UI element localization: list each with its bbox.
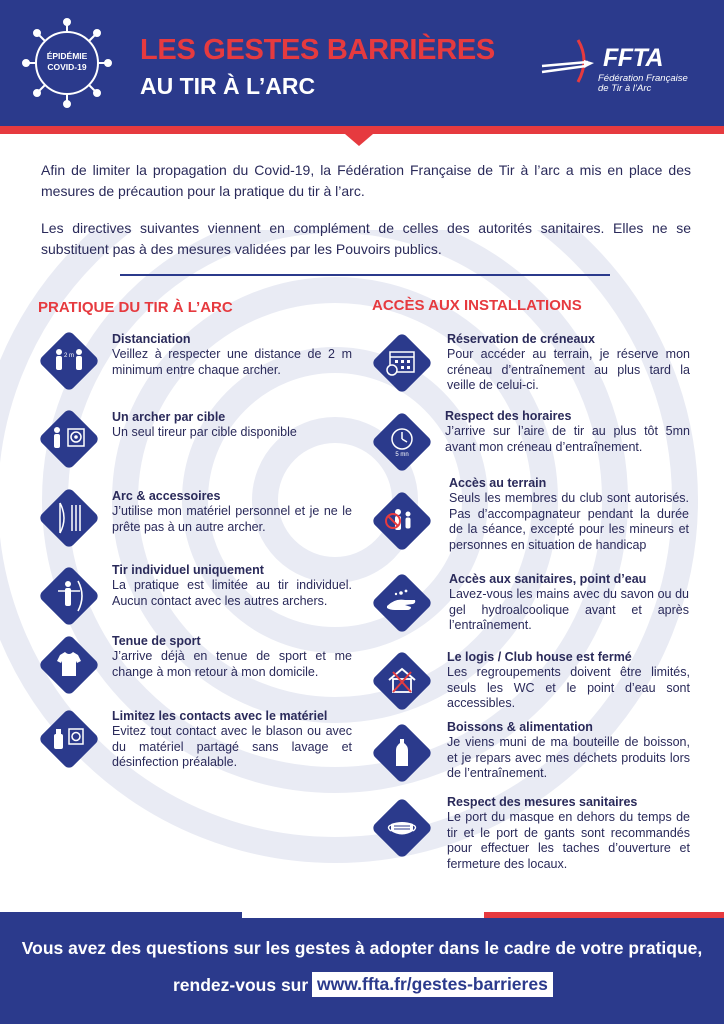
item-title: Limitez les contacts avec le matériel: [112, 709, 328, 723]
item-text: Le port du masque en dehors du temps de tir et le port de gants sont recommandés pour effectuer les taches d’ouverture et fermeture des locaux.: [447, 810, 690, 871]
covid-virus-icon: [22, 18, 112, 108]
item-title: Arc & accessoires: [112, 489, 221, 503]
item-text: Pour accéder au terrain, je réserve mon créneau d’entraînement au plus tard la veille de celui-ci.: [447, 347, 690, 392]
clock-icon: [371, 411, 433, 473]
section-title-practice: PRATIQUE DU TIR À L’ARC: [38, 299, 233, 316]
access-item-booking: [371, 330, 691, 400]
access-item-schedule: [371, 407, 691, 477]
item-text: Evitez tout contact avec le blason ou avec du matériel partagé sans lavage et désinfection préalable.: [112, 724, 352, 769]
item-text: La pratique est limitée au tir individuel. Aucun contact avec les autres archers.: [112, 578, 352, 608]
item-text: Je viens muni de ma bouteille de boisson, et je repars avec mes déchets produits lors de l’entraînement.: [447, 735, 690, 780]
item-title: Tenue de sport: [112, 634, 201, 648]
mask-icon: [371, 797, 433, 859]
item-title: Respect des mesures sanitaires: [447, 795, 638, 809]
ffta-logo: [540, 30, 700, 100]
section-title-access: ACCÈS AUX INSTALLATIONS: [372, 297, 582, 314]
logo-subtitle-1: Fédération Française: [598, 73, 688, 84]
item-title: Distanciation: [112, 332, 191, 346]
tshirt-icon: [38, 634, 100, 696]
badge-text: [22, 51, 112, 73]
house-closed-icon: [371, 650, 433, 712]
header-notch: [345, 134, 373, 146]
distance-icon: [38, 330, 100, 392]
footer-banner: [0, 918, 724, 1024]
divider: [120, 274, 610, 276]
page-title: LES GESTES BARRIÈRES: [140, 34, 495, 66]
page-subtitle: AU TIR À L’ARC: [140, 73, 316, 99]
intro-paragraph-2: Les directives suivantes viennent en complément de celles des autorités sanitaires. Elles ne se substituent pas à des mesures validées par les Pouvoirs publics.: [41, 220, 691, 257]
item-text: Un seul tireur par cible disponible: [112, 425, 297, 439]
intro-paragraph-1: Afin de limiter la propagation du Covid-19, la Fédération Française de Tir à l’arc a mis en place des mesures de précaution pour la pratique du tir à l’arc.: [41, 162, 691, 199]
badge-line1: ÉPIDÉMIE: [46, 51, 88, 61]
header-red-stripe: [0, 126, 724, 134]
svg-text:2 m: 2 m: [63, 353, 75, 359]
practice-item-sportswear: [38, 632, 358, 702]
item-title: Boissons & alimentation: [447, 720, 593, 734]
access-item-field: [371, 474, 691, 564]
item-title: Le logis / Club house est fermé: [447, 650, 632, 664]
sanitizer-target-icon: [38, 708, 100, 770]
practice-item-individual: [38, 561, 358, 631]
item-title: Accès au terrain: [449, 476, 547, 490]
archer-target-icon: [38, 408, 100, 470]
access-item-sanitary: [371, 570, 691, 640]
item-text: Les regroupements doivent être limités, seuls les WC et le point d’eau sont accessibles.: [447, 665, 690, 710]
practice-item-distanciation: [38, 328, 358, 398]
item-text: Seuls les membres du club sont autorisés. Pas d’accompagnateur pendant la durée de la séance, excepté pour les mineurs et personnes en situation de handicap: [449, 491, 689, 552]
item-title: Accès aux sanitaires, point d’eau: [449, 572, 647, 586]
access-item-clubhouse: [371, 648, 691, 718]
logo-subtitle-2: de Tir à l’Arc: [598, 83, 652, 94]
practice-item-bow: [38, 485, 358, 555]
footer-redirect-text: rendez-vous sur: [173, 975, 309, 995]
item-text: J’utilise mon matériel personnel et je ne le prête pas à un autre archer.: [112, 504, 352, 534]
footer-question: Vous avez des questions sur les gestes à adopter dans le cadre de votre pratique,: [21, 938, 703, 958]
access-item-health-measures: [371, 793, 691, 873]
practice-item-equipment-contact: [38, 706, 358, 776]
logo-brand: FFTA: [603, 44, 664, 72]
item-text: Veillez à respecter une distance de 2 m minimum entre chaque archer.: [112, 347, 352, 377]
item-text: J’arrive sur l’aire de tir au plus tôt 5mn avant mon créneau d’entraînement.: [445, 424, 690, 454]
item-text: J’arrive déjà en tenue de sport et me change à mon retour à mon domicile.: [112, 649, 352, 679]
footer-url-link[interactable]: www.ffta.fr/gestes-barrieres: [312, 972, 553, 997]
practice-item-one-archer: [38, 406, 358, 476]
calendar-icon: [371, 332, 433, 394]
item-title: Réservation de créneaux: [447, 332, 595, 346]
item-title: Respect des horaires: [445, 409, 572, 423]
bottle-icon: [371, 722, 433, 784]
no-visitors-icon: [371, 490, 433, 552]
bow-accessories-icon: [38, 487, 100, 549]
header-banner: [0, 0, 724, 126]
item-text: Lavez-vous les mains avec du savon ou du gel hydroalcoolique avant et après l’entraînement.: [449, 587, 689, 632]
item-title: Tir individuel uniquement: [112, 563, 264, 577]
svg-text:5 mn: 5 mn: [395, 452, 409, 458]
badge-line2: COVID-19: [47, 62, 87, 72]
access-item-drinks: [371, 718, 691, 788]
hand-washing-icon: [371, 572, 433, 634]
item-title: Un archer par cible: [112, 410, 226, 424]
archer-shooting-icon: [38, 565, 100, 627]
